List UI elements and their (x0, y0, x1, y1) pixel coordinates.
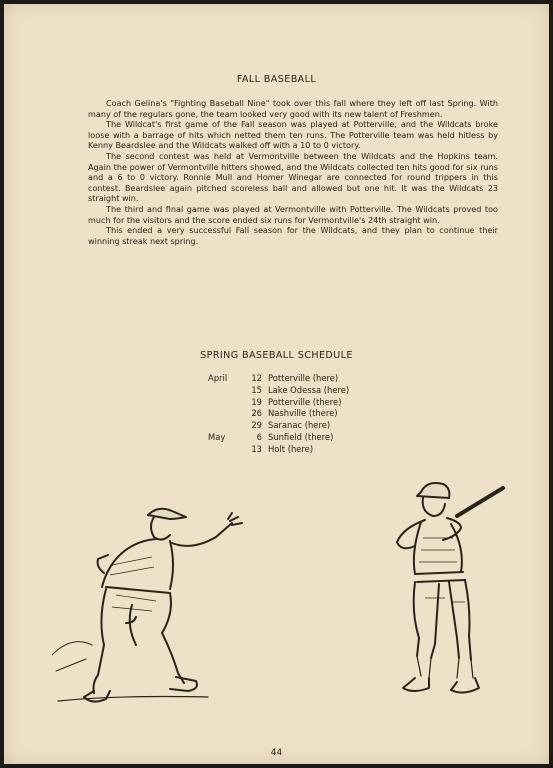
schedule-game: Holt (here) (268, 443, 314, 454)
article-paragraph: This ended a very successful Fall season for the Wildcats, and they plan to continue their winning streak next spring. (88, 225, 498, 246)
schedule-title: SPRING BASEBALL SCHEDULE (200, 350, 353, 361)
schedule-month (208, 420, 240, 432)
schedule-day: 19 (251, 396, 262, 407)
baseball-coach-illustration (52, 495, 252, 710)
baseball-batter-illustration (385, 478, 515, 710)
schedule-day: 15 (251, 384, 262, 395)
schedule-month: May (208, 431, 226, 442)
article-title: FALL BASEBALL (236, 74, 317, 85)
schedule-game: Lake Odessa (here) (268, 384, 350, 395)
schedule-month (208, 397, 240, 409)
schedule-game: Nashville (there) (268, 408, 338, 419)
schedule-game: Potterville (here) (268, 373, 339, 383)
schedule-row (208, 385, 349, 397)
article-paragraph: The third and final game was played at Vermontville with Potterville. The Wildcats proved too much for the visitors and the score ended six runs for Vermontville's 24th straight win. (88, 203, 498, 225)
schedule-month: April (208, 373, 228, 383)
schedule-day: 29 (251, 420, 262, 431)
schedule-game: Saranac (here) (268, 420, 331, 431)
page-number: 44 (270, 748, 283, 758)
article-paragraph: Coach Gelina's "Fighting Baseball Nine" took over this fall where they left off last Spring. With many of the regulars gone, the team looked very good with its new talent of Freshmen. (88, 98, 498, 119)
schedule-list (208, 373, 349, 456)
schedule-day: 12 (251, 373, 262, 383)
schedule-row (208, 373, 349, 385)
schedule-day: 6 (256, 431, 262, 442)
schedule-row (208, 397, 349, 409)
schedule-row (208, 444, 349, 456)
schedule-month (208, 385, 240, 397)
schedule-day: 26 (251, 408, 262, 419)
schedule-month (208, 408, 240, 420)
article-paragraph: The Wildcat's first game of the Fall season was played at Potterville, and the Wildcats broke loose with a barrage of hits which netted them ten runs. The Potterville team was held hitless by Kenny Beardslee and the Wildcats walked off with a 10 to 0 victory. (88, 119, 498, 151)
schedule-game: Sunfield (there) (268, 431, 334, 442)
article-body (88, 98, 498, 246)
article-paragraph: The second contest was held at Vermontville between the Wildcats and the Hopkins team. Again the power of Vermontville hitters showed, and the Wildcats collected ten hits good for six runs and a 6 to 0 victory. Ronnie Mull and Homer Winegar are connected for round trippers in this contest. Beardslee again pitched scoreless ball and allowed but one hit. It was the Wildcats 23 straight win. (88, 150, 498, 204)
schedule-row (208, 432, 349, 444)
schedule-month (208, 444, 240, 456)
schedule-row (208, 420, 349, 432)
schedule-row (208, 408, 349, 420)
schedule-day: 13 (251, 443, 262, 454)
schedule-game: Potterville (there) (268, 396, 342, 407)
